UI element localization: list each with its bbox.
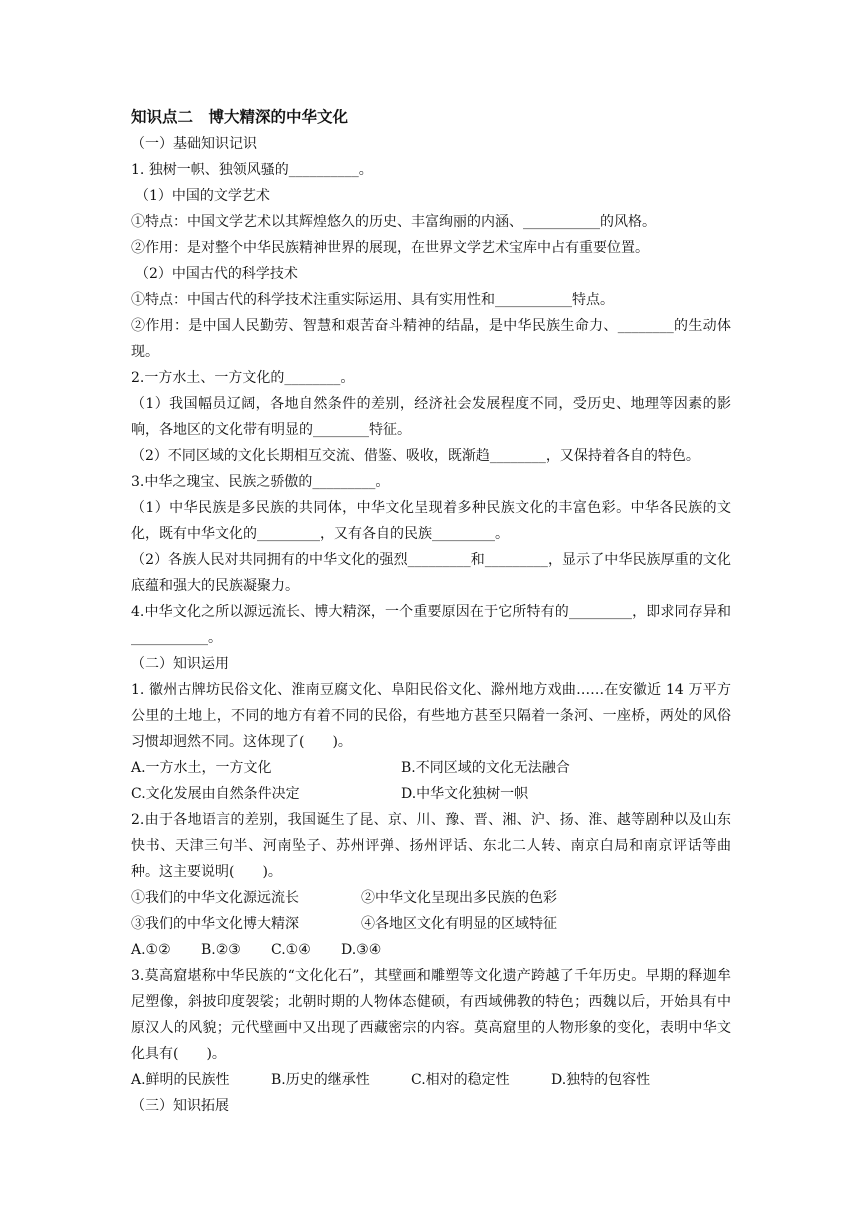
document-page — [131, 104, 731, 1119]
exercise-1: 1. 徽州古牌坊民俗文化、淮南豆腐文化、阜阳民俗文化、滁州地方戏曲……在安徽近 14 万平方公里的土地上，不同的地方有着不同的民俗，有些地方甚至只隔着一条河、一座桥，两处的风俗习惯却迥然不同。这体现了( )。 — [131, 682, 731, 750]
exercise-1-options-row-2 — [131, 781, 731, 807]
option-a: A.①② — [131, 942, 171, 958]
option-a: A.一方水土，一方文化 — [131, 760, 272, 776]
subsection-heading-basic: （一）基础知识记识 — [131, 136, 257, 152]
exercise-2-options — [131, 937, 731, 963]
question-3: 3.中华之瑰宝、民族之骄傲的_________。 — [131, 474, 390, 490]
question-1-sub-2-a: ①特点：中国古代的科学技术注重实际运用、具有实用性和___________特点。 — [131, 292, 614, 308]
option-c: C.相对的稳定性 — [411, 1072, 510, 1088]
exercise-1-options-row-1 — [131, 755, 731, 781]
option-c: C.①④ — [271, 942, 311, 958]
option-d: D.独特的包容性 — [551, 1072, 651, 1088]
question-3-sub-2: （2）各族人民对共同拥有的中华文化的强烈_________和_________，显示了中华民族厚重的文化底蕴和强大的民族凝聚力。 — [131, 552, 731, 594]
question-2-sub-1: （1）我国幅员辽阔，各地自然条件的差别，经济社会发展程度不同，受历史、地理等因素的影响，各地区的文化带有明显的________特征。 — [131, 396, 731, 438]
question-1-sub-1-a: ①特点：中国文学艺术以其辉煌悠久的历史、丰富绚丽的内涵、___________的风格。 — [131, 214, 656, 230]
question-4: 4.中华文化之所以源远流长、博大精深，一个重要原因在于它所特有的_________，即求同存异和___________。 — [131, 604, 731, 646]
question-1-sub-2: （2）中国古代的科学技术 — [135, 266, 298, 282]
question-1-sub-1-b: ②作用：是对整个中华民族精神世界的展现，在世界文学艺术宝库中占有重要位置。 — [131, 240, 649, 256]
exercise-2-items-row-2 — [131, 911, 731, 937]
exercise-3: 3.莫高窟堪称中华民族的“文化化石”，其壁画和雕塑等文化遗产跨越了千年历史。早期的释迦牟尼塑像，斜披印度袈裟；北朝时期的人物体态健硕，有西域佛教的特色；西魏以后，开始具有中原汉人的风貌；元代壁画中又出现了西藏密宗的内容。莫高窟里的人物形象的变化，表明中华文化具有( )。 — [131, 968, 731, 1062]
question-2: 2.一方水土、一方文化的________。 — [131, 370, 355, 386]
option-c: C.文化发展由自然条件决定 — [131, 786, 300, 802]
statement-1: ①我们的中华文化源远流长 — [131, 890, 299, 906]
exercise-2: 2.由于各地语言的差别，我国诞生了昆、京、川、豫、晋、湘、沪、扬、淮、越等剧种以及山东快书、天津三句半、河南坠子、苏州评弹、扬州评话、东北二人转、南京白局和南京评话等曲种。这主要说明( )。 — [131, 812, 731, 880]
option-b: B.不同区域的文化无法融合 — [401, 760, 570, 776]
option-a: A.鲜明的民族性 — [131, 1072, 230, 1088]
question-2-sub-2: （2）不同区域的文化长期相互交流、借鉴、吸收，既渐趋________，又保持着各自的特色。 — [131, 448, 700, 464]
option-b: B.历史的继承性 — [271, 1072, 370, 1088]
statement-4: ④各地区文化有明显的区域特征 — [361, 916, 557, 932]
exercise-3-options — [131, 1067, 731, 1093]
exercise-2-items-row-1 — [131, 885, 731, 911]
section-title: 知识点二 博大精深的中华文化 — [131, 108, 349, 126]
option-b: B.②③ — [201, 942, 241, 958]
subsection-heading-application: （二）知识运用 — [131, 656, 229, 672]
statement-2: ②中华文化呈现出多民族的色彩 — [361, 890, 557, 906]
statement-3: ③我们的中华文化博大精深 — [131, 916, 299, 932]
option-d: D.中华文化独树一帜 — [401, 786, 529, 802]
subsection-heading-extension: （三）知识拓展 — [131, 1098, 229, 1114]
question-1: 1. 独树一帜、独领风骚的__________。 — [131, 162, 373, 178]
question-3-sub-1: （1）中华民族是多民族的共同体，中华文化呈现着多种民族文化的丰富色彩。中华各民族的文化，既有中华文化的_________，又有各自的民族_________。 — [131, 500, 731, 542]
question-1-sub-1: （1）中国的文学艺术 — [135, 188, 270, 204]
option-d: D.③④ — [341, 942, 382, 958]
question-1-sub-2-b: ②作用：是中国人民勤劳、智慧和艰苦奋斗精神的结晶，是中华民族生命力、________的生动体现。 — [131, 318, 731, 360]
